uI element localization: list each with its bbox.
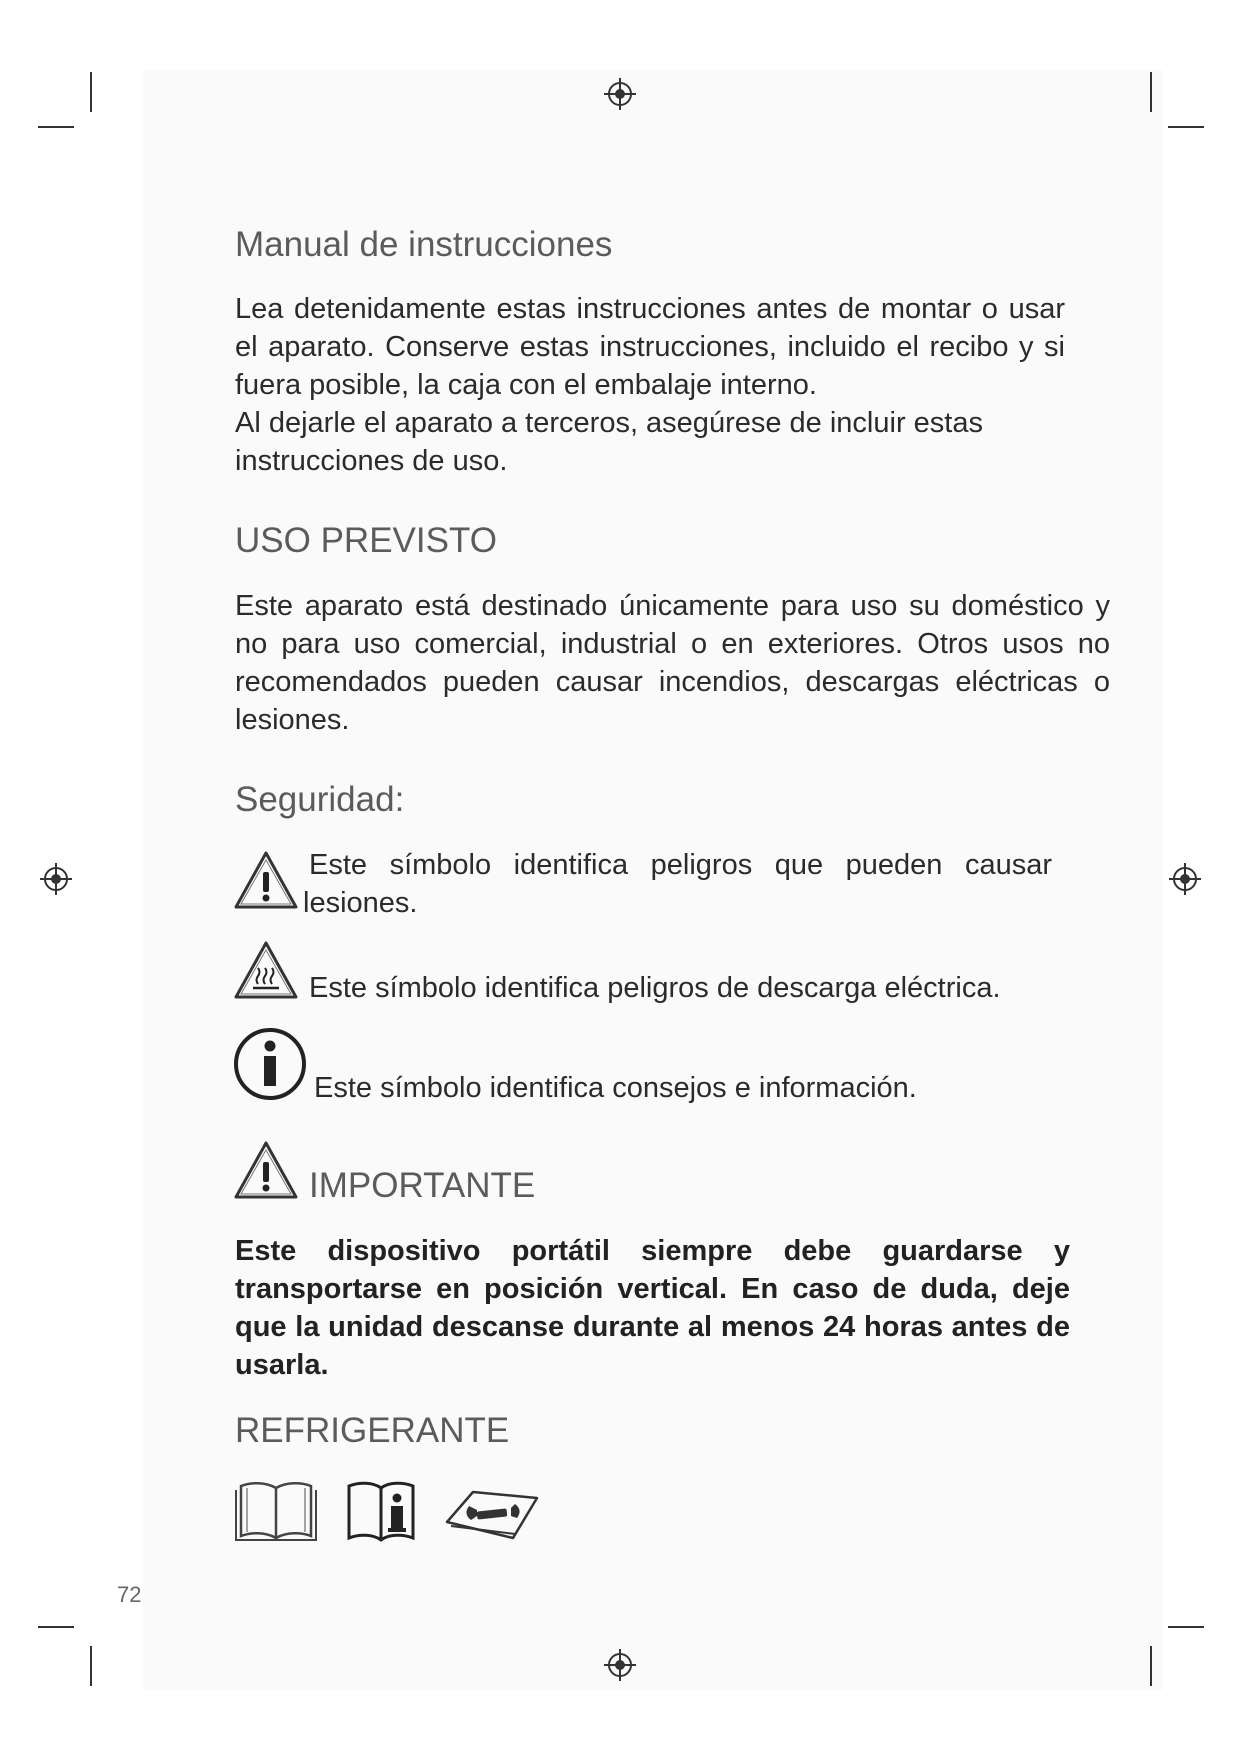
- crop-mark-tr-h: [1168, 126, 1204, 128]
- symbol-warning-line2: lesiones.: [303, 887, 418, 919]
- symbol-info-text: Este símbolo identifica consejos e información.: [314, 1072, 917, 1104]
- manual-info-icon: [343, 1478, 419, 1542]
- registration-mark-left-icon: [38, 861, 74, 897]
- page-title: Manual de instrucciones: [235, 225, 613, 264]
- warning-triangle-icon: [233, 850, 299, 910]
- crop-mark-br-h: [1168, 1626, 1204, 1628]
- registration-mark-bottom-icon: [602, 1647, 638, 1683]
- symbol-warning-line1: Este símbolo identifica peligros que pueden causar: [309, 849, 1052, 881]
- symbol-hot-surface-text: Este símbolo identifica peligros de descarga eléctrica.: [309, 972, 1001, 1004]
- intro-paragraph: Lea detenidamente estas instrucciones antes de montar o usar el aparato. Conserve estas instrucciones, incluido el recibo y si fuera posible, la caja con el embalaje interno.: [235, 293, 1065, 401]
- uso-previsto-text: Este aparato está destinado únicamente para uso su doméstico y no para uso comercial, industrial o en exteriores. Otros usos no recomendados pueden causar incendios, descargas eléctricas o lesiones.: [235, 590, 1110, 736]
- seguridad-heading: Seguridad:: [235, 780, 405, 819]
- registration-mark-right-icon: [1167, 861, 1203, 897]
- importante-warning-icon: [233, 1140, 299, 1200]
- crop-mark-tl-h: [38, 126, 74, 128]
- intro-paragraph-2: Al dejarle el aparato a terceros, asegúrese de incluir estas instrucciones de uso.: [235, 407, 983, 477]
- hot-surface-triangle-icon: [233, 940, 299, 1000]
- crop-mark-br-v: [1150, 1646, 1152, 1686]
- crop-mark-tl-v: [90, 72, 92, 112]
- registration-mark-top-icon: [602, 76, 638, 112]
- crop-mark-bl-v: [90, 1646, 92, 1686]
- crop-mark-bl-h: [38, 1626, 74, 1628]
- service-wrench-icon: [443, 1486, 541, 1544]
- crop-mark-tr-v: [1150, 72, 1152, 112]
- page-number: 72: [117, 1582, 142, 1607]
- uso-previsto-heading: USO PREVISTO: [235, 521, 497, 560]
- refrigerante-heading: REFRIGERANTE: [235, 1411, 510, 1450]
- info-circle-icon: [233, 1027, 307, 1101]
- importante-heading: IMPORTANTE: [309, 1166, 536, 1205]
- open-manual-icon: [233, 1478, 319, 1542]
- importante-text: Este dispositivo portátil siempre debe guardarse y transportarse en posición vertical. En caso de duda, deje que la unidad descanse durante al menos 24 horas antes de usarla.: [235, 1235, 1070, 1381]
